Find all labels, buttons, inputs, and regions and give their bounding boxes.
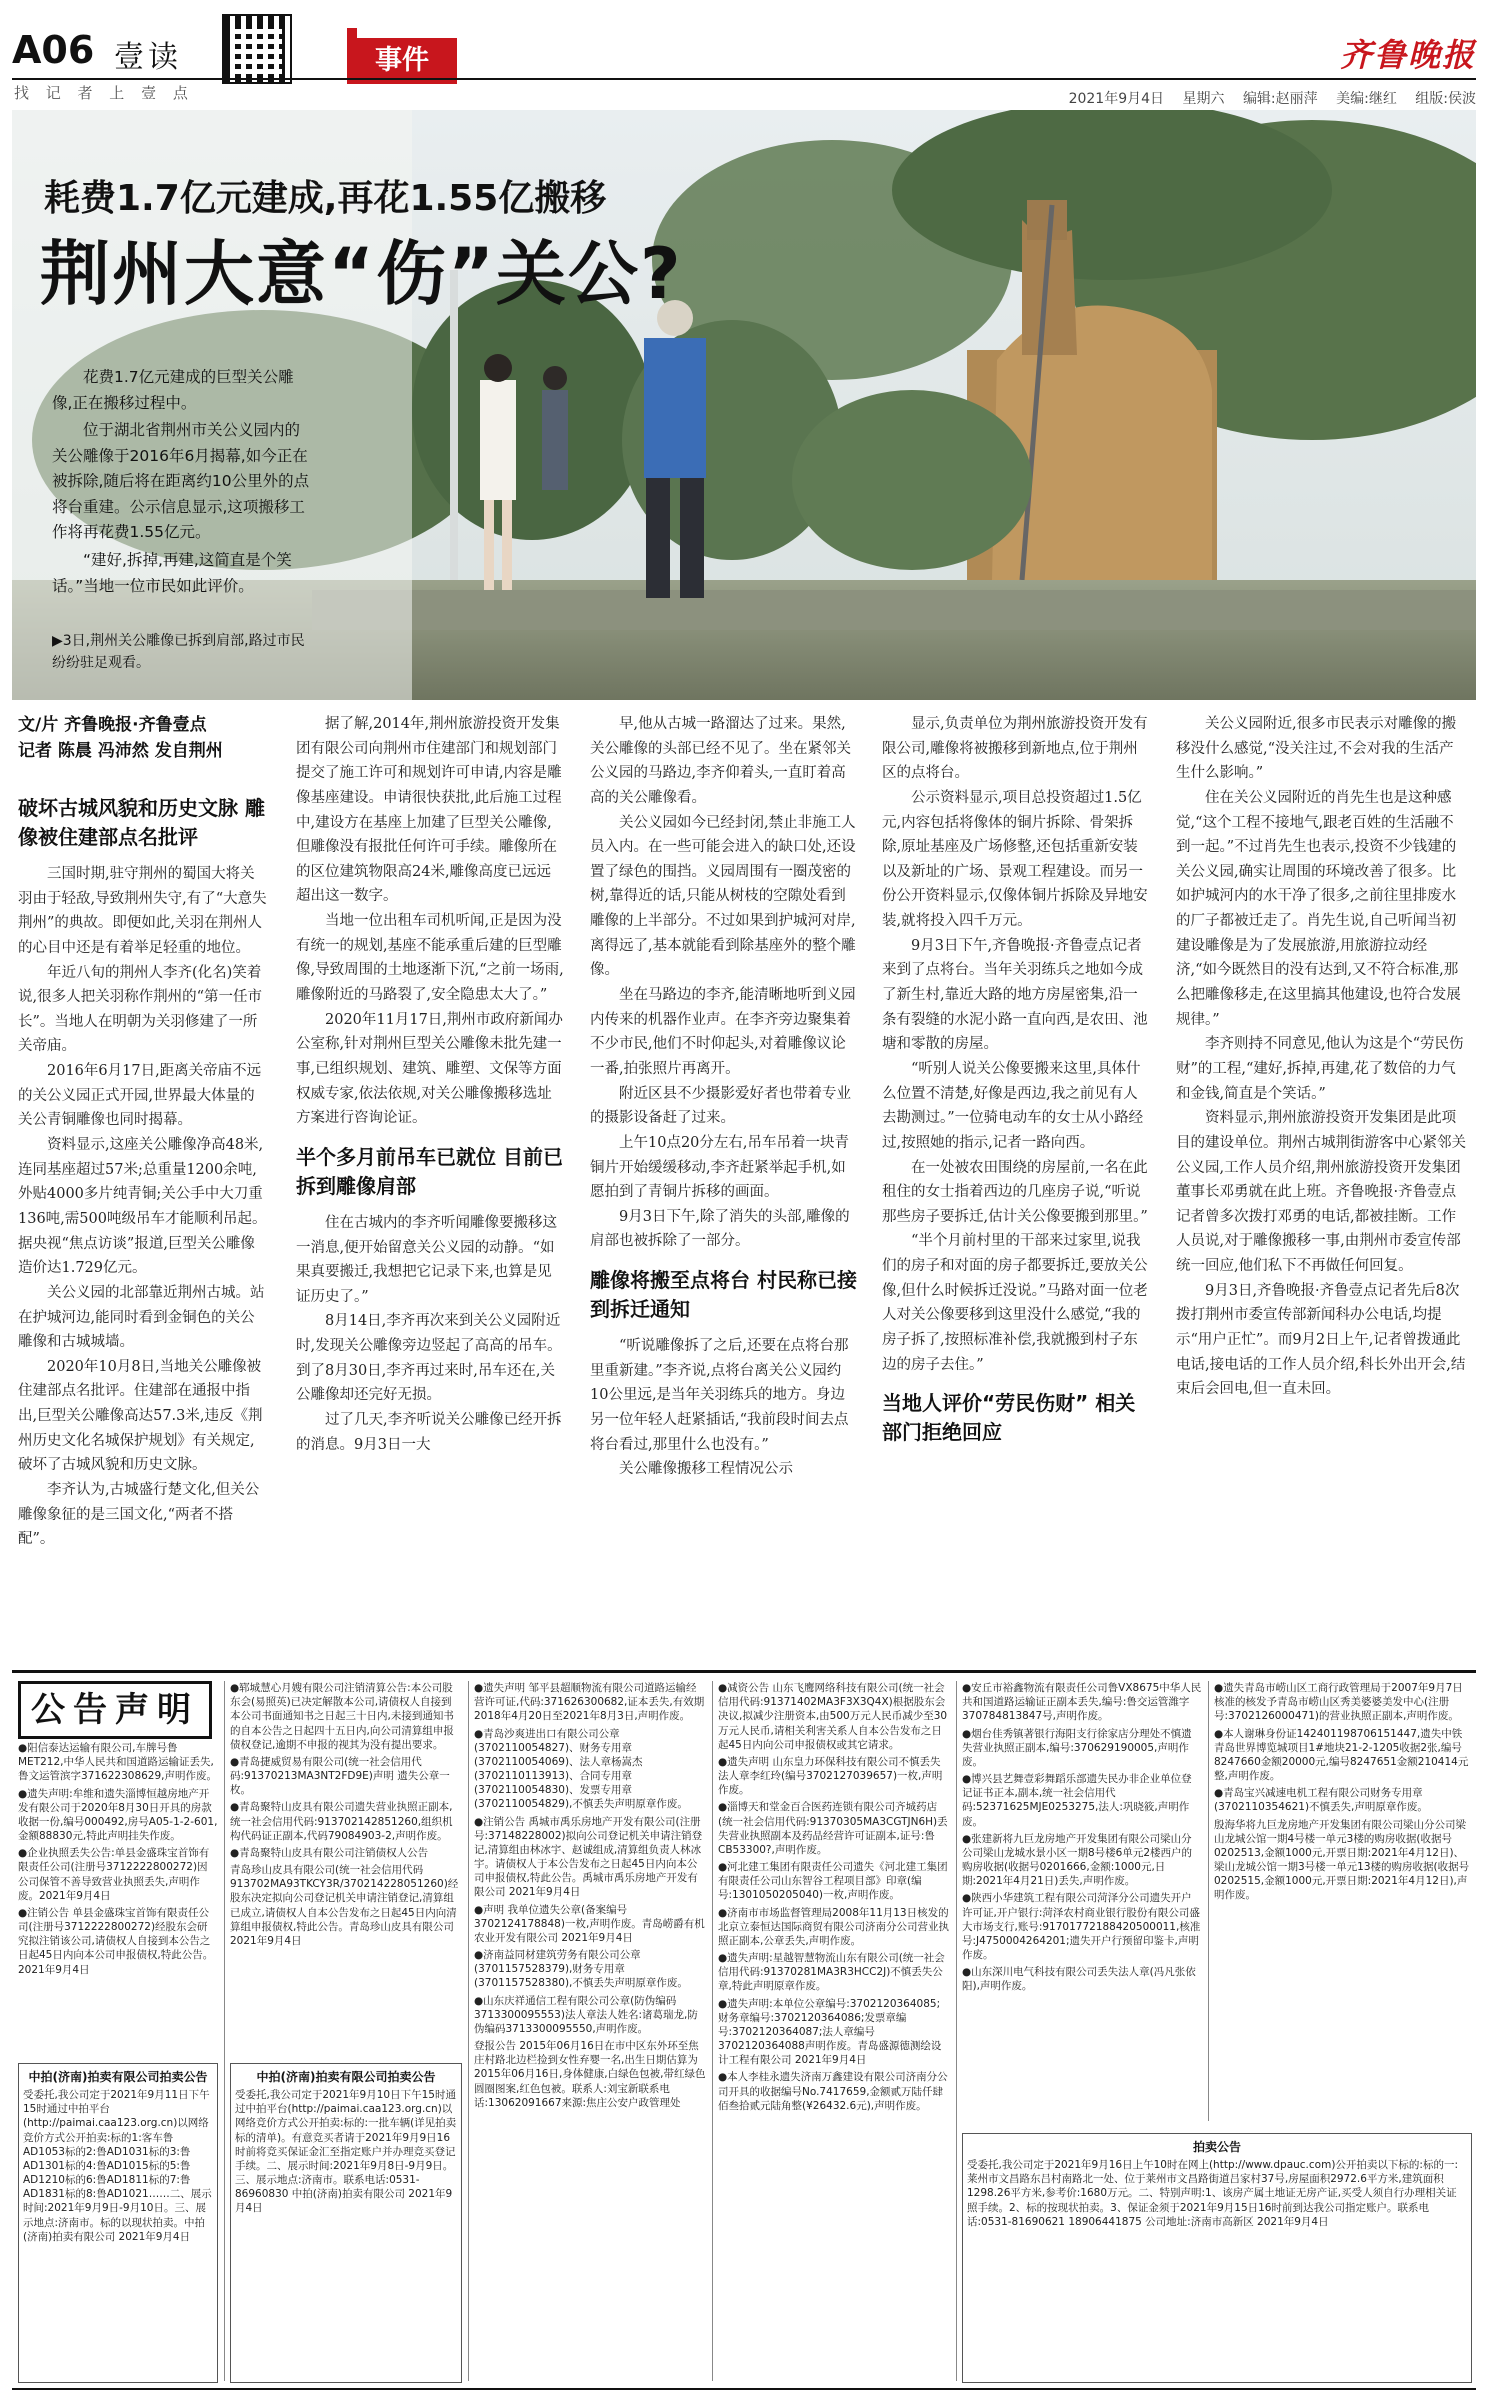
notice-item: ●济南益同材建筑劳务有限公司公章(3701157528379),财务专用章(3701157528380),不慎丢失声明原章作废。 bbox=[474, 1949, 688, 1990]
notice-column-6 bbox=[1214, 1681, 1472, 2121]
byline bbox=[18, 712, 268, 765]
notice-item: 殷海华将九巨龙房地产开发集团有限公司梁山分公司梁山龙城公馆一期4号楼一单元3楼的购房收据(收据号0202513,金额1000元,开票日期:2021年4月12日)、梁山龙城公馆一期3号楼一单元13楼的购房收据(收据号0202515,金额1000元,开票日期:2021年4月12日),声明作废。 bbox=[1214, 1818, 1470, 1902]
notice-item: ●淄博天和堂金百合医药连锁有限公司齐城药店(统一社会信用代码:91370305MA3CGTJN6H)丢失营业执照副本及药品经营许可证副本,证号:鲁CB53300?,声明作废。 bbox=[718, 1801, 948, 1856]
body-paragraph: 李齐则持不同意见,他认为这是个“劳民伤财”的工程,“建好,拆掉,再建,花了数倍的力气和金钱,简直是个笑话。” bbox=[1176, 1036, 1464, 1102]
notice-item: ●济南市市场监督管理局2008年11月13日核发的北京立泰恒达国际商贸有限公司济南分公司营业执照正副本,公章丢失,声明作废。 bbox=[718, 1906, 949, 1947]
notice-item: ●遗失声明:星越智慧物流山东有限公司(统一社会信用代码:91370281MA3R3HCC2J)不慎丢失公章,特此声明原章作废。 bbox=[718, 1952, 945, 1993]
notice-item: ●遗失声明 山东皇力环保科技有限公司不慎丢失法人章李红玲(编号3702127039657)一枚,声明作废。 bbox=[718, 1755, 943, 1797]
art-credit: 美编:继红 bbox=[1336, 91, 1397, 107]
body-paragraph: 三国时期,驻守荆州的蜀国大将关羽由于轻敌,导致荆州失守,有了“大意失荆州”的典故。即便如此,关羽在荆州人的心目中还是有着举足轻重的地位。 bbox=[18, 866, 267, 956]
auction-title: 中拍(济南)拍卖有限公司拍卖公告 bbox=[28, 2070, 208, 2084]
byline-outlet: 文/片 齐鲁晚报·齐鲁壹点 bbox=[18, 715, 207, 735]
auction-title: 中拍(济南)拍卖有限公司拍卖公告 bbox=[256, 2070, 436, 2084]
header-meta bbox=[1055, 88, 1476, 108]
auction-notice-2 bbox=[230, 2063, 462, 2383]
section-label[interactable]: 事件 bbox=[347, 38, 457, 84]
body-paragraph: 关公义园如今已经封闭,禁止非施工人员入内。在一些可能会进入的缺口处,还设置了绿色的围挡。义园周围有一圈茂密的树,靠得近的话,只能从树枝的空隙处看到雕像的上半部分。不过如果到护城河对岸,离得远了,基本就能看到除基座外的整个雕像。 bbox=[590, 814, 856, 979]
body-paragraph: 关公义园的北部靠近荆州古城。站在护城河边,能同时看到金铜色的关公雕像和古城城墙。 bbox=[18, 1284, 265, 1351]
notice-item: ●青岛宝兴减速电机工程有限公司财务专用章(3702110354621)不慎丢失,声明原章作废。 bbox=[1214, 1787, 1428, 1814]
body-paragraph: 过了几天,李齐听说关公雕像已经开拆的消息。9月3日一大 bbox=[296, 1412, 562, 1453]
lead-paragraph: “建好,拆掉,再建,这简直是个笑话。”当地一位市民如此评价。 bbox=[52, 550, 292, 595]
notice-item: ●遗失青岛市崂山区工商行政管理局于2007年9月7日核准的核发予青岛市崂山区秀美婆婆美发中心(注册号:3702126000471)的营业执照正副本,声明作废。 bbox=[1214, 1682, 1463, 1723]
issue-weekday: 星期六 bbox=[1182, 91, 1225, 107]
body-paragraph: 早,他从古城一路溜达了过来。果然,关公雕像的头部已经不见了。坐在紧邻关公义园的马路边,李齐仰着头,一直盯着高高的关公雕像看。 bbox=[590, 716, 851, 806]
notice-column-4 bbox=[718, 1681, 950, 2389]
paper-logo: 齐鲁晚报 bbox=[1339, 36, 1476, 74]
notice-item: ●遗失声明:牟维和遗失淄博恒越房地产开发有限公司于2020年8月30日开具的房款收据一份,编号000492,房号A05-1-2-601,金额88830元,特此声明挂失作废。 bbox=[18, 1787, 218, 1843]
body-paragraph: 住在关公义园附近的肖先生也是这种感觉,“这个工程不接地气,跟老百姓的生活融不到一起。”不过肖先生也表示,投资不少钱建的关公义园,确实让周围的环境改善了很多。比如护城河内的水干净了很多,之前往里排废水的厂子都被迁走了。肖先生说,自己听闻当初建设雕像是为了发展旅游,用旅游拉动经济,“如今既然目的没有达到,又不符合标准,那么把雕像移走,在这里搞其他建设,也符合发展规律。” bbox=[1176, 789, 1461, 1028]
photo-caption: ▶3日,荆州关公雕像已拆到肩部,路过市民纷纷驻足观看。 bbox=[52, 633, 305, 672]
notice-item: ●遗失声明:本单位公章编号:3702120364085;财务章编号:3702120364086;发票章编号:3702120364087;法人章编号3702120364088声明作废。青岛盛源德测绘设计工程有限公司 2021年9月4日 bbox=[718, 1997, 942, 2067]
issue-date: 2021年9月4日 bbox=[1068, 91, 1165, 107]
notice-item: ●张建新将九巨龙房地产开发集团有限公司梁山分公司梁山龙城水景小区一期8号楼6单元2楼西户的购房收据(收据号0201666,金额:1000元,日期:2021年4月21日)丢失,声明作废。 bbox=[962, 1832, 1193, 1888]
notice-column-1 bbox=[18, 1741, 218, 2041]
body-paragraph: 9月3日下午,除了消失的头部,雕像的肩部也被拆除了一部分。 bbox=[590, 1208, 850, 1250]
notice-item: ●郓城慧心月嫂有限公司注销清算公告:本公司股东会(易照英)已决定解散本公司,请债权人自接到本公司书面通知书之日起三十日内,未接到通知书的自本公告之日起四十五日内,向公司清算组申报债权登记,逾期不申报的视其为没有提出要求。 bbox=[230, 1682, 454, 1751]
column-4 bbox=[882, 712, 1150, 1457]
body-paragraph: 资料显示,这座关公雕像净高48米,连同基座超过57米;总重量1200余吨,外贴4000多片纯青铜;关公手中大刀重136吨,需500吨级吊车才能顺利吊起。据央视“焦点访谈”报道,巨型关公雕像造价达1.729亿元。 bbox=[18, 1137, 267, 1277]
body-paragraph: 2020年11月17日,荆州市政府新闻办公室称,针对荆州巨型关公雕像未批先建一事,已组织规划、建筑、雕塑、文保等方面权威专家,依法依规,对关公雕像搬移选址方案进行咨询论证。 bbox=[296, 1011, 563, 1127]
body-paragraph: 8月14日,李齐再次来到关公义园附近时,发现关公雕像旁边竖起了高高的吊车。到了8月30日,李齐再过来时,吊车还在,关公雕像却还完好无损。 bbox=[296, 1313, 562, 1404]
notice-item: 青岛珍山皮具有限公司(统一社会信用代码913702MA93TKCY3R/370214228051260)经股东决定拟向公司登记机关申请注销登记,清算组已成立,请债权人自本公告发布之日起45日内向清算组申报债权,特此公告。青岛珍山皮具有限公司 2021年9月4日 bbox=[230, 1864, 459, 1947]
notice-item: ●本人李桂永遗失济南万鑫建设有限公司济南分公司开具的收据编号No.7417659,金额贰万陆仟肆佰叁拾贰元陆角整(¥26432.6元),声明作废。 bbox=[718, 2071, 948, 2112]
column-3 bbox=[590, 712, 858, 1482]
lead-photo bbox=[12, 110, 1476, 700]
notices-section bbox=[12, 1670, 1476, 2393]
body-paragraph: 显示,负责单位为荆州旅游投资开发有限公司,雕像将被搬移到新地点,位于荆州区的点将台。 bbox=[882, 716, 1148, 782]
column-divider bbox=[712, 1681, 713, 2381]
notice-column-3 bbox=[474, 1681, 706, 2389]
lead-paragraph: 位于湖北省荆州市关公义园内的关公雕像于2016年6月揭幕,如今正在被拆除,随后将在距离约10公里外的点将台重建。公示信息显示,这项搬移工作将再花费1.55亿元。 bbox=[52, 421, 310, 542]
body-paragraph: “听别人说关公像要搬来这里,具体什么位置不清楚,好像是西边,我之前见有人去勘测过。”一位骑电动车的女士从小路经过,按照她的指示,记者一路向西。 bbox=[882, 1060, 1144, 1151]
subhead-opinion: 当地人评价“劳民伤财” 相关部门拒绝回应 bbox=[882, 1391, 1136, 1445]
body-paragraph: 2020年10月8日,当地关公雕像被住建部点名批评。住建部在通报中指出,巨型关公雕像高达57.3米,违反《荆州历史文化名城保护规划》有关规定,破坏了古城风貌和历史文脉。 bbox=[18, 1358, 263, 1474]
headline: 荆州大意“伤”关公? bbox=[40, 233, 683, 315]
notice-item: ●本人谢琳身份证142401198706151447,遗失中铁青岛世界博览城项目1#地块21-2-1205收据2张,编号8247660金额20000元,编号8247651金额210414元整,声明作废。 bbox=[1214, 1727, 1469, 1783]
notice-item: ●青岛聚特山皮具有限公司遗失营业执照正副本,统一社会信用代码:913702142851260,组织机构代码证正副本,代码79084903-2,声明作废。 bbox=[230, 1801, 453, 1842]
notice-item: ●烟台佳秀镇著银行海阳支行徐家店分理处不慎遗失营业执照正副本,编号:370629190005,声明作废。 bbox=[962, 1727, 1192, 1768]
column-2 bbox=[296, 712, 564, 1457]
column-divider bbox=[468, 1681, 469, 2381]
auction-body: 受委托,我公司定于2021年9月11日下午15时通过中拍平台(http://paimai.caa123.org.cn)以网络竞价方式公开拍卖:标的1:客车鲁AD1053标的2:鲁AD1031标的3:鲁AD1301标的4:鲁AD1015标的5:鲁AD1210标的6:鲁AD1811标的7:鲁AD1831标的8:鲁AD1021……二、展示时间:2021年9月9日-9月10日。三、展示地点:济南市。标的以现状拍卖。中拍(济南)拍卖有限公司 2021年9月4日 bbox=[23, 2089, 212, 2243]
notice-item: ●安丘市裕鑫物流有限责任公司鲁VX8675中华人民共和国道路运输证正副本丢失,编号:鲁交运管潍字370784813847号,声明作废。 bbox=[962, 1682, 1202, 1723]
headline-kicker: 耗费1.7亿元建成,再花1.55亿搬移 bbox=[44, 178, 607, 219]
subhead-relocation: 雕像将搬至点将台 村民称已接到拆迁通知 bbox=[590, 1268, 857, 1322]
body-paragraph: 坐在马路边的李齐,能清晰地听到义园内传来的机器作业声。在李齐旁边聚集着不少市民,他们不时仰起头,对着雕像议论一番,拍张照片再离开。 bbox=[590, 987, 856, 1077]
auction-notice-3 bbox=[962, 2133, 1472, 2383]
subhead-crane: 半个多月前吊车已就位 目前已拆到雕像肩部 bbox=[296, 1144, 563, 1198]
footer-rule bbox=[12, 2388, 1476, 2390]
layout-credit: 组版:侯波 bbox=[1415, 91, 1476, 107]
notice-item: ●山东深川电气科技有限公司丢失法人章(冯凡张依阳),声明作废。 bbox=[962, 1966, 1196, 1993]
column-5 bbox=[1176, 712, 1466, 1402]
column-divider bbox=[956, 1681, 957, 2381]
page-slogan: 找 记 者 上 壹 点 bbox=[14, 84, 194, 102]
header-rule bbox=[12, 78, 1476, 80]
body-paragraph: 住在古城内的李齐听闻雕像要搬移这一消息,便开始留意关公义园的动静。“如果真要搬迁,我想把它记录下来,也算是见证历史了。” bbox=[296, 1214, 557, 1305]
editor-credit: 编辑:赵丽萍 bbox=[1242, 91, 1318, 107]
notice-item: ●山东庆祥通信工程有限公司公章(防伪编码3713300095553)法人章法人姓名:诸葛瑞龙,防伪编码3713300095550,声明作废。 bbox=[474, 1994, 698, 2035]
notice-item: ●陕西小华建筑工程有限公司菏泽分公司遗失开户许可证,开户银行:菏泽农村商业银行股份有限公司盛大市场支行,账号:91701772188420500011,核准号:J4750004264201;遗失开户行预留印鉴卡,声明作废。 bbox=[962, 1892, 1201, 1962]
auction-title: 拍卖公告 bbox=[1192, 2140, 1241, 2154]
notices-title: 公告声明 bbox=[18, 1681, 212, 1739]
qr-code-icon[interactable] bbox=[222, 14, 292, 84]
body-paragraph: 9月3日下午,齐鲁晚报·齐鲁壹点记者来到了点将台。当年关羽练兵之地如今成了新生村,靠近大路的地方房屋密集,沿一条有裂缝的水泥小路一直向西,是农田、池塘和零散的房屋。 bbox=[882, 937, 1148, 1053]
body-paragraph: 当地一位出租车司机听闻,正是因为没有统一的规划,基座不能承重后建的巨型雕像,导致周围的土地逐渐下沉,“之前一场雨,雕像附近的马路裂了,安全隐患太大了。” bbox=[296, 913, 564, 1004]
section-mark bbox=[347, 28, 357, 38]
column-1 bbox=[18, 782, 268, 1552]
body-paragraph: “听说雕像拆了之后,还要在点将台那里重新建。”李齐说,点将台离关公义园约10公里远,是当年关羽练兵的地方。身边另一位年轻人赶紧插话,“我前段时间去点将台看过,那里什么也没有。” bbox=[590, 1338, 849, 1453]
body-paragraph: 李齐认为,古城盛行楚文化,但关公雕像象征的是三国文化,“两者不搭配”。 bbox=[18, 1482, 260, 1548]
subhead-criticism: 破坏古城风貌和历史文脉 雕像被住建部点名批评 bbox=[18, 796, 265, 849]
notice-item: ●博兴县艺舞壹彩舞蹈乐部遗失民办非企业单位登记证书正本,副本,统一社会信用代码:52371625MJE0253275,法人:巩晓筱,声明作废。 bbox=[962, 1773, 1192, 1828]
page-header bbox=[12, 8, 1476, 108]
auction-notice-1 bbox=[18, 2063, 218, 2383]
notice-item: ●青岛聚特山皮具有限公司注销债权人公告 bbox=[230, 1846, 429, 1859]
body-paragraph: 据了解,2014年,荆州旅游投资开发集团有限公司向荆州市住建部门和规划部门提交了施工许可和规划许可申请,内容是雕像基座建设。申请很快获批,此后施工过程中,建设方在基座上加建了巨型关公雕像,但雕像没有报批任何许可手续。雕像所在的区位建筑物限高24米,雕像高度已远远超出这一数字。 bbox=[296, 716, 562, 905]
column-divider bbox=[224, 1681, 225, 2381]
auction-body: 受委托,我公司定于2021年9月16日上午10时在网上(http://www.dpauc.com)公开拍卖以下标的:标的一:莱州市文昌路东吕村南路北一处、位于莱州市文昌路街道吕家村37号,房屋面积2972.6平方米,建筑面积1298.26平方米,参考价:1680万元。二、特别声明:1、该房产属土地证无房产证,买受人须自行办理相关证照手续。2、标的按现状拍卖。3、保证金须于2021年9月15日16时前到达我公司指定账户。联系电话:0531-81690621 18906441875 公司地址:济南市高新区 2021年9月4日 bbox=[967, 2159, 1458, 2228]
notice-item: ●声明 我单位遗失公章(备案编号3702124178848)一枚,声明作废。青岛崂爵有机农业开发有限公司 2021年9月4日 bbox=[474, 1903, 705, 1944]
column-divider bbox=[1208, 1681, 1209, 2121]
body-paragraph: 上午10点20分左右,吊车吊着一块青铜片开始缓缓移动,李齐赶紧举起手机,如愿拍到了青铜片拆移的画面。 bbox=[590, 1134, 850, 1201]
page-name: 壹读 bbox=[114, 40, 182, 75]
page-number: A06 bbox=[12, 28, 95, 72]
body-paragraph: 年近八旬的荆州人李齐(化名)笑着说,很多人把关羽称作荆州的“第一任市长”。当地人在明朝为关羽修建了一所关帝庙。 bbox=[18, 964, 263, 1055]
notice-column-2 bbox=[230, 1681, 462, 2059]
byline-reporters: 记者 陈晨 冯沛然 发自荆州 bbox=[18, 741, 223, 762]
body-paragraph: “半个月前村里的干部来过家里,说我们的房子和对面的房子都要拆迁,要放关公像,但什么时候拆迁没说。”马路对面一位老人对关公像要移到这里没什么感觉,“我的房子拆了,按照标准补偿,我就搬到村子东边的房子去住。” bbox=[882, 1233, 1148, 1373]
body-paragraph: 资料显示,荆州旅游投资开发集团是此项目的建设单位。荆州古城荆街游客中心紧邻关公义园,工作人员介绍,荆州旅游投资开发集团董事长邓勇就在此上班。齐鲁晚报·齐鲁壹点记者曾多次拨打邓勇的电话,都被挂断。工作人员说,对于雕像搬移一事,由荆州市委宣传部统一回应,他们私下不再做任何回复。 bbox=[1176, 1110, 1466, 1275]
auction-body: 受委托,我公司定于2021年9月10日下午15时通过中拍平台(http://paimai.caa123.org.cn)以网络竞价方式公开拍卖:标的:一批车辆(详见拍卖标的清单)。有意竞买者请于2021年9月9日16时前将竞买保证金汇至指定账户并办理竞买登记手续。二、展示时间:2021年9月8日-9月9日。三、展示地点:济南市。联系电话:0531-86960830 中拍(济南)拍卖有限公司 2021年9月4日 bbox=[235, 2089, 457, 2215]
notice-item: ●遗失声明 邹平县超顺物流有限公司道路运输经营许可证,代码:371626300682,证本丢失,有效期2018年4月20日至2021年8月3日,声明作废。 bbox=[474, 1682, 705, 1723]
notice-item: ●减资公告 山东飞鹰网络科技有限公司(统一社会信用代码:91371402MA3F3X3Q4X)根据股东会决议,拟减少注册资本,由500万元人民币减少至30万元人民币,请相关利害关系人自本公告发布之日起45日内向公司申报债权或其它请求。 bbox=[718, 1682, 948, 1751]
body-paragraph: 2016年6月17日,距离关帝庙不远的关公义园正式开园,世界最大体量的关公青铜雕像也同时揭幕。 bbox=[18, 1063, 262, 1129]
notice-column-5 bbox=[962, 1681, 1202, 2121]
notice-item: ●注销公告 单县金盛珠宝首饰有限责任公司(注册号3712222800272)经股东会研究拟注销该公司,请债权人自接到本公告之日起45日内向本公司申报债权,特此公告。2021年9月4日 bbox=[18, 1906, 214, 1976]
lead-paragraphs bbox=[52, 365, 312, 601]
lead-paragraph: 花费1.7亿元建成的巨型关公雕像,正在搬移过程中。 bbox=[52, 368, 294, 412]
notice-item: ●阳信泰达运输有限公司,车牌号鲁MET212,中华人民共和国道路运输证丢失,鲁文运管滨字371622308629,声明作废。 bbox=[18, 1742, 218, 1783]
body-paragraph: 关公义园附近,很多市民表示对雕像的搬移没什么感觉,“没关注过,不会对我的生活产生什么影响。” bbox=[1176, 716, 1457, 782]
notice-item: ●青岛捷威贸易有限公司(统一社会信用代码:91370213MA3NT2FD9E)声明 遗失公章一枚。 bbox=[230, 1755, 450, 1797]
body-paragraph: 在一处被农田围绕的房屋前,一名在此租住的女士指着西边的几座房子说,“听说那些房子要拆迁,估计关公像要搬到那里。” bbox=[882, 1159, 1148, 1225]
notice-item: ●注销公告 禹城市禹乐房地产开发有限公司(注册号:37148228002)拟向公司登记机关申请注销登记,清算组由林冰宇、赵诚组成,清算组负责人林冰宇。请债权人于本公告发布之日起45日内向本公司申报债权,特此公告。禹城市禹乐房地产开发有限公司 2021年9月4日 bbox=[474, 1815, 703, 1899]
body-paragraph: 关公雕像搬移工程情况公示 bbox=[619, 1461, 793, 1478]
body-paragraph: 附近区县不少摄影爱好者也带着专业的摄影设备赶了过来。 bbox=[590, 1085, 851, 1127]
notice-item: ●河北建工集团有限责任公司遗失《河北建工集团有限责任公司山东智谷工程项目部》印章(编号:1301050205040)一枚,声明作废。 bbox=[718, 1861, 948, 1902]
body-paragraph: 公示资料显示,项目总投资超过1.5亿元,内容包括将像体的铜片拆除、骨架拆除,原址基座及广场修整,还包括重新安装以及新址的广场、景观工程建设。而另一份公开资料显示,仅像体铜片拆除及异地安装,就将投入四千万元。 bbox=[882, 789, 1148, 930]
notice-item: 登报公告 2015年06月16日在市中区东外环至焦庄村路北边栏捡到女性弃婴一名,出生日期估算为2015年06月16日,身体健康,白绿色包被,带红绿色圆圈图案,红色包被。联系人:刘宝新联系电话:13062091667来源:焦庄公安户政管理处 bbox=[474, 2040, 706, 2109]
body-paragraph: 9月3日,齐鲁晚报·齐鲁壹点记者先后8次拨打荆州市委宣传部新闻科办公电话,均提示“用户正忙”。而9月2日上午,记者曾拨通此电话,接电话的工作人员介绍,科长外出开会,结束后会回电,但一直未回。 bbox=[1176, 1282, 1466, 1398]
notice-item: ●企业执照丢失公告:单县金盛珠宝首饰有限责任公司(注册号3712222800272)因公司保管不善导致营业执照丢失,声明作废。2021年9月4日 bbox=[18, 1847, 210, 1902]
notice-item: ●青岛沙爽进出口有限公司公章(3702110054827)、财务专用章(3702110054069)、法人章杨嵩杰(3702110113913)、合同专用章(3702110054830)、发票专用章(3702110054829),不慎丢失声明原章作废。 bbox=[474, 1727, 688, 1811]
